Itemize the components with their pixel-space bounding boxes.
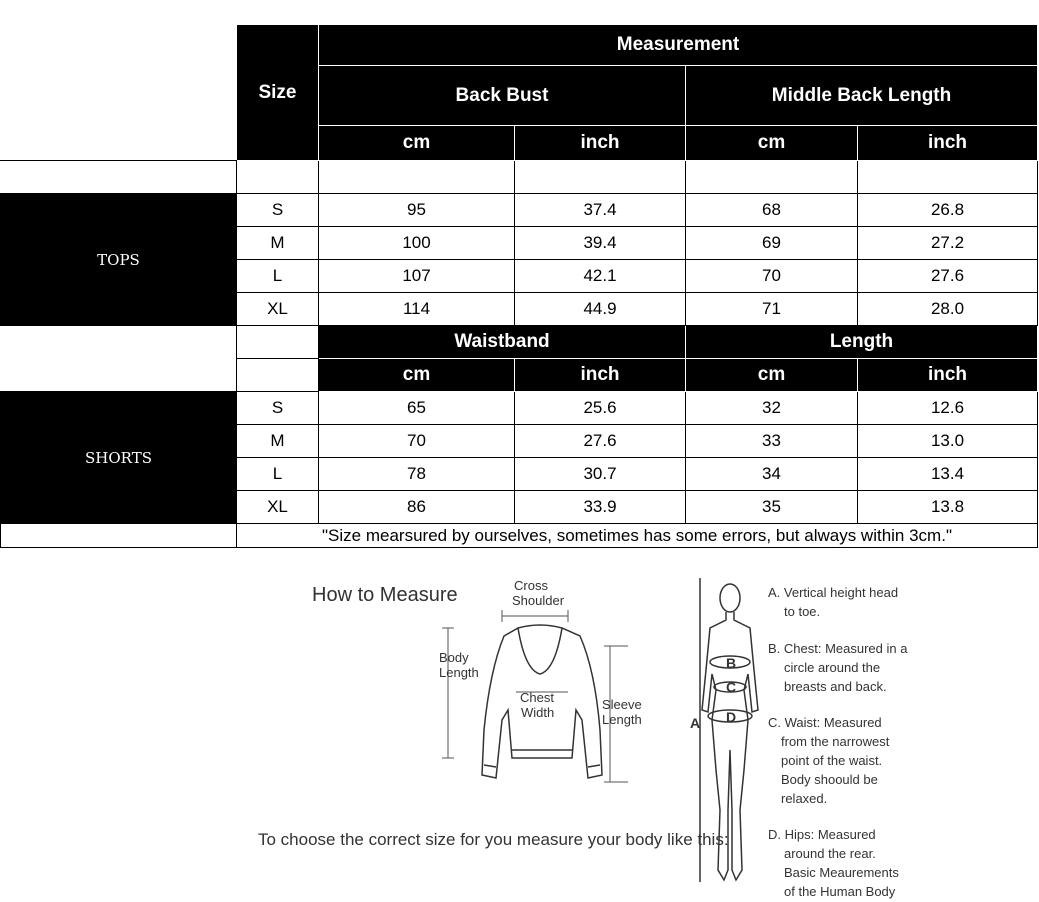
measurement-header: Measurement bbox=[319, 25, 1038, 66]
back-cm-cell: 70 bbox=[686, 260, 858, 293]
guide-title: How to Measure bbox=[312, 584, 458, 606]
waist-inch-cell: 27.6 bbox=[515, 425, 686, 458]
size-cell: L bbox=[237, 260, 319, 293]
waist-inch-header: inch bbox=[515, 359, 686, 392]
note-line: of the Human Body bbox=[784, 884, 896, 899]
corner-blank bbox=[1, 25, 237, 161]
note-line: B. Chest: Measured in a bbox=[768, 641, 908, 656]
table-row bbox=[1, 392, 1038, 425]
back-inch-cell: 28.0 bbox=[858, 293, 1038, 326]
spacer-cell bbox=[1, 524, 237, 548]
spacer-cell bbox=[319, 161, 515, 194]
waist-cm-cell: 65 bbox=[319, 392, 515, 425]
chest-width-label-2: Width bbox=[521, 705, 555, 720]
len-inch-cell: 13.0 bbox=[858, 425, 1038, 458]
chest-width-label-1: Chest bbox=[520, 690, 554, 705]
bust-inch-cell: 39.4 bbox=[515, 227, 686, 260]
length-header: Length bbox=[686, 326, 1038, 359]
size-cell: S bbox=[237, 194, 319, 227]
cross-shoulder-label-1: Cross bbox=[514, 578, 548, 593]
bust-cm-cell: 95 bbox=[319, 194, 515, 227]
size-cell: XL bbox=[237, 491, 319, 524]
body-length-label-2: Length bbox=[439, 665, 479, 680]
len-inch-cell: 13.4 bbox=[858, 458, 1038, 491]
note-line: point of the waist. bbox=[781, 753, 883, 768]
back-cm-cell: 68 bbox=[686, 194, 858, 227]
bust-inch-cell: 42.1 bbox=[515, 260, 686, 293]
note-line: circle around the bbox=[784, 660, 881, 675]
note-line: Body shoould be bbox=[781, 772, 878, 787]
waistband-header: Waistband bbox=[319, 326, 686, 359]
letter-d: D bbox=[726, 709, 737, 725]
note-line: breasts and back. bbox=[784, 679, 887, 694]
spacer-cell bbox=[237, 326, 319, 359]
spacer-cell bbox=[686, 161, 858, 194]
waist-inch-cell: 30.7 bbox=[515, 458, 686, 491]
len-inch-cell: 12.6 bbox=[858, 392, 1038, 425]
back-inch-cell: 27.2 bbox=[858, 227, 1038, 260]
sleeve-length-label-2: Length bbox=[602, 712, 642, 727]
shorts-category: SHORTS bbox=[1, 392, 237, 524]
waist-inch-cell: 33.9 bbox=[515, 491, 686, 524]
how-to-measure-illustration bbox=[250, 570, 950, 902]
len-cm-cell: 34 bbox=[686, 458, 858, 491]
waist-cm-cell: 86 bbox=[319, 491, 515, 524]
len-cm-cell: 32 bbox=[686, 392, 858, 425]
bust-cm-header: cm bbox=[319, 126, 515, 161]
len-inch-cell: 13.8 bbox=[858, 491, 1038, 524]
cross-shoulder-label-2: Shoulder bbox=[512, 593, 565, 608]
back-cm-cell: 71 bbox=[686, 293, 858, 326]
size-cell: L bbox=[237, 458, 319, 491]
tops-category: TOPS bbox=[1, 194, 237, 326]
measurement-note: "Size mearsured by ourselves, sometimes has some errors, but always within 3cm." bbox=[237, 524, 1038, 548]
waist-cm-cell: 78 bbox=[319, 458, 515, 491]
spacer-cell bbox=[1, 161, 237, 194]
size-chart-table bbox=[0, 24, 1038, 548]
letter-a: A bbox=[690, 715, 701, 731]
back-inch-header: inch bbox=[858, 126, 1038, 161]
size-cell: S bbox=[237, 392, 319, 425]
size-cell: M bbox=[237, 425, 319, 458]
size-cell: XL bbox=[237, 293, 319, 326]
letter-c: C bbox=[726, 679, 737, 695]
back-inch-cell: 27.6 bbox=[858, 260, 1038, 293]
body-length-label-1: Body bbox=[439, 650, 469, 665]
back-cm-header: cm bbox=[686, 126, 858, 161]
note-line: to toe. bbox=[784, 604, 821, 619]
bust-inch-header: inch bbox=[515, 126, 686, 161]
note-line: C. Waist: Measured bbox=[768, 715, 882, 730]
back-inch-cell: 26.8 bbox=[858, 194, 1038, 227]
bust-inch-cell: 44.9 bbox=[515, 293, 686, 326]
note-line: D. Hips: Measured bbox=[768, 827, 876, 842]
spacer-cell bbox=[237, 359, 319, 392]
back-cm-cell: 69 bbox=[686, 227, 858, 260]
len-cm-header: cm bbox=[686, 359, 858, 392]
back-bust-header: Back Bust bbox=[319, 66, 686, 126]
letter-b: B bbox=[726, 655, 737, 671]
bust-inch-cell: 37.4 bbox=[515, 194, 686, 227]
bust-cm-cell: 107 bbox=[319, 260, 515, 293]
waist-cm-cell: 70 bbox=[319, 425, 515, 458]
len-inch-header: inch bbox=[858, 359, 1038, 392]
note-line: around the rear. bbox=[784, 846, 876, 861]
table-row bbox=[1, 194, 1038, 227]
spacer-cell bbox=[237, 161, 319, 194]
bust-cm-cell: 114 bbox=[319, 293, 515, 326]
note-line: from the narrowest bbox=[781, 734, 890, 749]
note-line: A. Vertical height head bbox=[768, 585, 899, 600]
size-header: Size bbox=[237, 25, 319, 161]
spacer-cell bbox=[1, 326, 237, 392]
len-cm-cell: 33 bbox=[686, 425, 858, 458]
note-line: relaxed. bbox=[781, 791, 828, 806]
spacer-cell bbox=[858, 161, 1038, 194]
bust-cm-cell: 100 bbox=[319, 227, 515, 260]
guide-instruction: To choose the correct size for you measure your body like this: bbox=[258, 830, 729, 849]
middle-back-length-header: Middle Back Length bbox=[686, 66, 1038, 126]
size-cell: M bbox=[237, 227, 319, 260]
waist-cm-header: cm bbox=[319, 359, 515, 392]
sleeve-length-label-1: Sleeve bbox=[602, 697, 642, 712]
waist-inch-cell: 25.6 bbox=[515, 392, 686, 425]
len-cm-cell: 35 bbox=[686, 491, 858, 524]
note-line: Basic Meaurements bbox=[784, 865, 899, 880]
spacer-cell bbox=[515, 161, 686, 194]
